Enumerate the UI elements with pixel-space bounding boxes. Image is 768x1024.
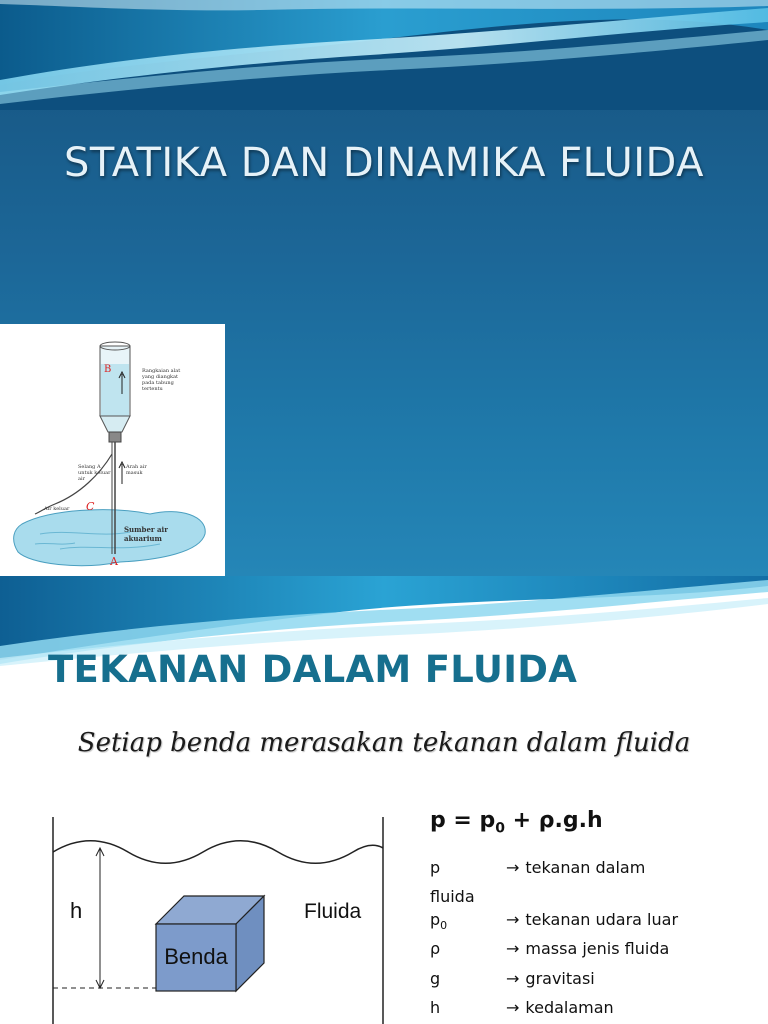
note-out: Air keluar bbox=[44, 506, 70, 512]
note-left: Selang A untuk keluar air bbox=[78, 464, 111, 482]
wave-decoration-top bbox=[0, 0, 768, 110]
legend-symbol: ρ bbox=[430, 939, 441, 959]
bottle-apparatus-illustration bbox=[0, 324, 225, 576]
right-arrow-icon: → bbox=[506, 858, 520, 877]
right-arrow-icon: → bbox=[506, 968, 520, 988]
legend-symbol: h bbox=[430, 997, 441, 1017]
legend-desc: tekanan dalam bbox=[525, 858, 646, 877]
formula-rest: + ρ.g.h bbox=[505, 808, 603, 833]
label-c: C bbox=[86, 500, 95, 513]
formula-eq: = bbox=[445, 808, 480, 833]
formula-p0-sub: 0 bbox=[495, 820, 506, 837]
symbol-legend bbox=[430, 856, 760, 1024]
legend-row bbox=[430, 856, 760, 908]
slide-tekanan-dalam-fluida bbox=[0, 576, 768, 1024]
label-benda: Benda bbox=[164, 944, 228, 969]
legend-desc: kedalaman bbox=[525, 997, 614, 1017]
apparatus-drawing bbox=[0, 324, 225, 576]
legend-symbol: $p_0$ bbox=[430, 910, 448, 933]
right-arrow-icon: → bbox=[506, 997, 520, 1017]
legend-row bbox=[430, 908, 760, 937]
legend-symbol: p bbox=[430, 858, 441, 877]
legend-symbol: g bbox=[430, 968, 441, 988]
legend-row bbox=[430, 937, 760, 966]
slide-subtitle: Setiap benda merasakan tekanan dalam fluida bbox=[77, 728, 691, 758]
legend-desc: gravitasi bbox=[525, 968, 595, 988]
legend-desc-continued: fluida bbox=[430, 887, 475, 907]
slide-title: STATIKA DAN DINAMIKA FLUIDA bbox=[63, 140, 705, 186]
pressure-formula bbox=[430, 808, 603, 836]
right-arrow-icon: → bbox=[506, 939, 520, 959]
note-mid: Arah air masuk bbox=[126, 464, 147, 476]
slide-title: TEKANAN DALAM FLUIDA bbox=[48, 648, 578, 691]
legend-desc: tekanan udara luar bbox=[525, 910, 679, 930]
legend-row bbox=[430, 967, 760, 996]
label-b: B bbox=[104, 364, 112, 375]
label-a: A bbox=[110, 555, 118, 568]
pressure-diagram bbox=[48, 812, 388, 1024]
note-source: Sumber air akuarium bbox=[124, 525, 168, 543]
label-fluida: Fluida bbox=[304, 900, 362, 923]
legend-desc: massa jenis fluida bbox=[525, 939, 670, 959]
label-h: h bbox=[70, 898, 83, 923]
formula-p0: p bbox=[479, 808, 496, 833]
formula-lhs: p bbox=[430, 808, 446, 833]
legend-row bbox=[430, 996, 760, 1024]
right-arrow-icon: → bbox=[506, 910, 520, 930]
note-top: Rangkaian alat yang diangkat pada tabung tertentu bbox=[142, 368, 181, 392]
